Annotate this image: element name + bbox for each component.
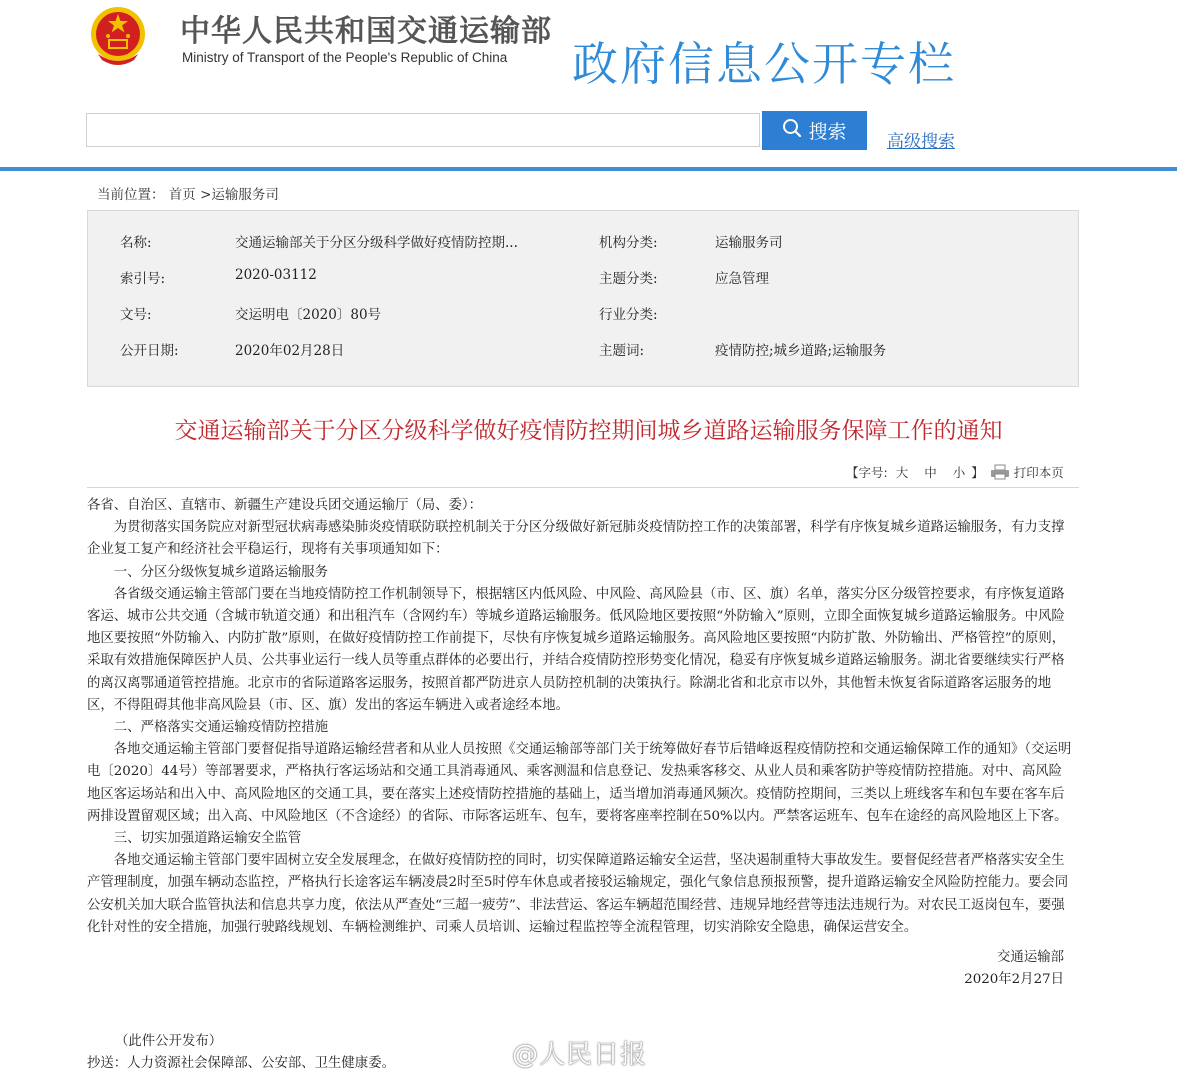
section-paragraph-2: 各地交通运输主管部门要督促指导道路运输经营者和从业人员按照《交通运输部等部门关于统筹做好春节后错峰返程疫情防控和交通运输保障工作的通知》（交运明电〔2020〕44号）等部署要求，严格执行客运场站和交通工具消毒通风、乘客测温和信息登记、发热乘客移交、从业人员和乘客防护等疫情防控措施。对中、高风险地区客运场站和出入中、高风险地区的交通工具，要在落实上述疫情防控措施的基础上，适当增加消毒通风频次。疫情防控期间，三类以上班线客车和包车要在客车后两排设置留观区域；出入高、中风险地区（不含途经）的省际、市际客运班车、包车，要将客座率控制在50%以内。严禁客运班车、包车在途经的高风险地区上下客。 [87, 742, 1072, 824]
meta-date-label: 公开日期: [120, 343, 179, 359]
ministry-name-cn: 中华人民共和国交通运输部 [180, 14, 552, 49]
meta-row-name [88, 231, 1078, 251]
cc-list: 抄送：人力资源社会保障部、公安部、卫生健康委。 [87, 1056, 395, 1071]
meta-date-value: 2020年02月28日 [235, 343, 345, 359]
advanced-search-link[interactable]: 高级搜索 [887, 132, 955, 152]
search-button[interactable] [762, 111, 867, 150]
breadcrumb-separator: > [195, 187, 212, 203]
meta-index-label: 索引号: [120, 271, 166, 287]
site-header [0, 0, 1177, 170]
meta-keywords-label: 主题词: [599, 343, 645, 359]
section-paragraph-3: 各地交通运输主管部门要牢固树立安全发展理念，在做好疫情防控的同时，切实保障道路运输安全运营，坚决遏制重特大事故发生。要督促经营者严格落实安全生产管理制度，加强车辆动态监控，严格执行长途客运车辆凌晨2时至5时停车休息或者接驳运输规定，强化气象信息预报预警，提升道路运输安全风险防控能力。要会同公安机关加大联合监管执法和信息共享力度，依法从严查处“三超一疲劳”、非法营运、客运车辆超范围经营、违规异地经营等违法违规行为。对农民工返岗包车，要强化针对性的安全措施，加强行驶路线规划、车辆检测维护、司乘人员培训、运输过程监控等全流程管理，切实消除安全隐患，确保运营安全。 [87, 853, 1069, 935]
search-icon [782, 118, 802, 143]
font-size-small-link[interactable]: 小 [952, 465, 966, 480]
meta-keywords-value: 疫情防控;城乡道路;运输服务 [715, 343, 887, 359]
publication-note: （此件公开发布） [115, 1034, 223, 1049]
meta-row-index [88, 267, 1078, 287]
breadcrumb [97, 183, 279, 203]
column-title: 政府信息公开专栏 [572, 37, 956, 91]
meta-docno-value: 交运明电〔2020〕80号 [235, 307, 382, 323]
meta-row-date [88, 339, 1078, 359]
document-metadata-panel [87, 210, 1079, 387]
print-icon[interactable] [990, 464, 1010, 480]
search-input[interactable] [86, 113, 760, 147]
search-button-label: 搜索 [808, 121, 847, 143]
meta-industry-label: 行业分类: [599, 307, 658, 323]
section-heading-3: 三、切实加强道路运输安全监管 [113, 831, 302, 847]
section-paragraph-1: 各省级交通运输主管部门要在当地疫情防控工作机制领导下，根据辖区内低风险、中风险、高风险县（市、区、旗）名单，落实分区分级管控要求，有序恢复道路客运、城市公共交通（含城市轨道交通）和出租汽车（含网约车）等城乡道路运输服务。低风险地区要按照“外防输入”原则，立即全面恢复城乡道路运输服务。中风险地区要按照“外防输入、内防扩散”原则，在做好疫情防控工作前提下，尽快有序恢复城乡道路运输服务。高风险地区要按照“内防扩散、外防输出、严格管控”的原则，采取有效措施保障医护人员、公共事业运行一线人员等重点群体的必要出行，并结合疫情防控形势变化情况，稳妥有序恢复城乡道路运输服务。湖北省要继续实行严格的离汉离鄂通道管控措施。北京市的省际道路客运服务，按照首都严防进京人员防控机制的决策执行。除湖北省和北京市以外，其他暂未恢复省际道路客运服务的地区，不得阻碍其他非高风险县（市、区、旗）发出的客运车辆进入或者途经本地。 [87, 586, 1066, 713]
font-size-large-link[interactable]: 大 [895, 465, 909, 480]
article-body [87, 495, 1072, 991]
ministry-name-en: Ministry of Transport of the People's Republic of China [182, 50, 508, 65]
meta-docno-label: 文号: [120, 307, 152, 323]
breadcrumb-prefix: 当前位置： [97, 187, 165, 203]
font-size-medium-link[interactable]: 中 [924, 465, 937, 480]
article-toolbar [846, 463, 1064, 481]
meta-row-docno [88, 303, 1078, 323]
breadcrumb-home-link[interactable]: 首页 [168, 187, 196, 203]
meta-org-value: 运输服务司 [715, 235, 783, 251]
meta-topic-value: 应急管理 [715, 271, 769, 287]
header-divider [0, 167, 1177, 171]
meta-topic-label: 主题分类: [599, 271, 658, 287]
section-heading-2: 二、严格落实交通运输疫情防控措施 [113, 720, 329, 736]
meta-name-label: 名称: [120, 235, 152, 251]
meta-index-value: 2020-03112 [235, 267, 317, 283]
meta-name-value: 交通运输部关于分区分级科学做好疫情防控期... [235, 235, 518, 251]
font-size-suffix: 】 [971, 465, 984, 480]
document-title: 交通运输部关于分区分级科学做好疫情防控期间城乡道路运输服务保障工作的通知 [174, 418, 1003, 444]
breadcrumb-current-link[interactable]: 运输服务司 [211, 187, 279, 203]
intro-paragraph: 为贯彻落实国务院应对新型冠状病毒感染肺炎疫情联防联控机制关于分区分级做好新冠肺炎疫情防控工作的决策部署，科学有序恢复城乡道路运输服务，有力支撑企业复工复产和经济社会平稳运行，现将有关事项通知如下： [87, 520, 1065, 558]
salutation: 各省、自治区、直辖市、新疆生产建设兵团交通运输厅（局、委）： [87, 498, 483, 513]
print-page-link[interactable]: 打印本页 [1013, 465, 1064, 480]
signature-date: 2020年2月27日 [964, 972, 1064, 988]
font-size-prefix: 【字号: [846, 465, 888, 480]
section-heading-1: 一、分区分级恢复城乡道路运输服务 [113, 564, 329, 580]
signature: 交通运输部 [997, 950, 1064, 966]
meta-org-label: 机构分类: [599, 235, 658, 251]
watermark-logo: @人民日报 [512, 1040, 648, 1070]
toolbar-divider [87, 487, 1079, 488]
national-emblem-icon [84, 4, 152, 68]
